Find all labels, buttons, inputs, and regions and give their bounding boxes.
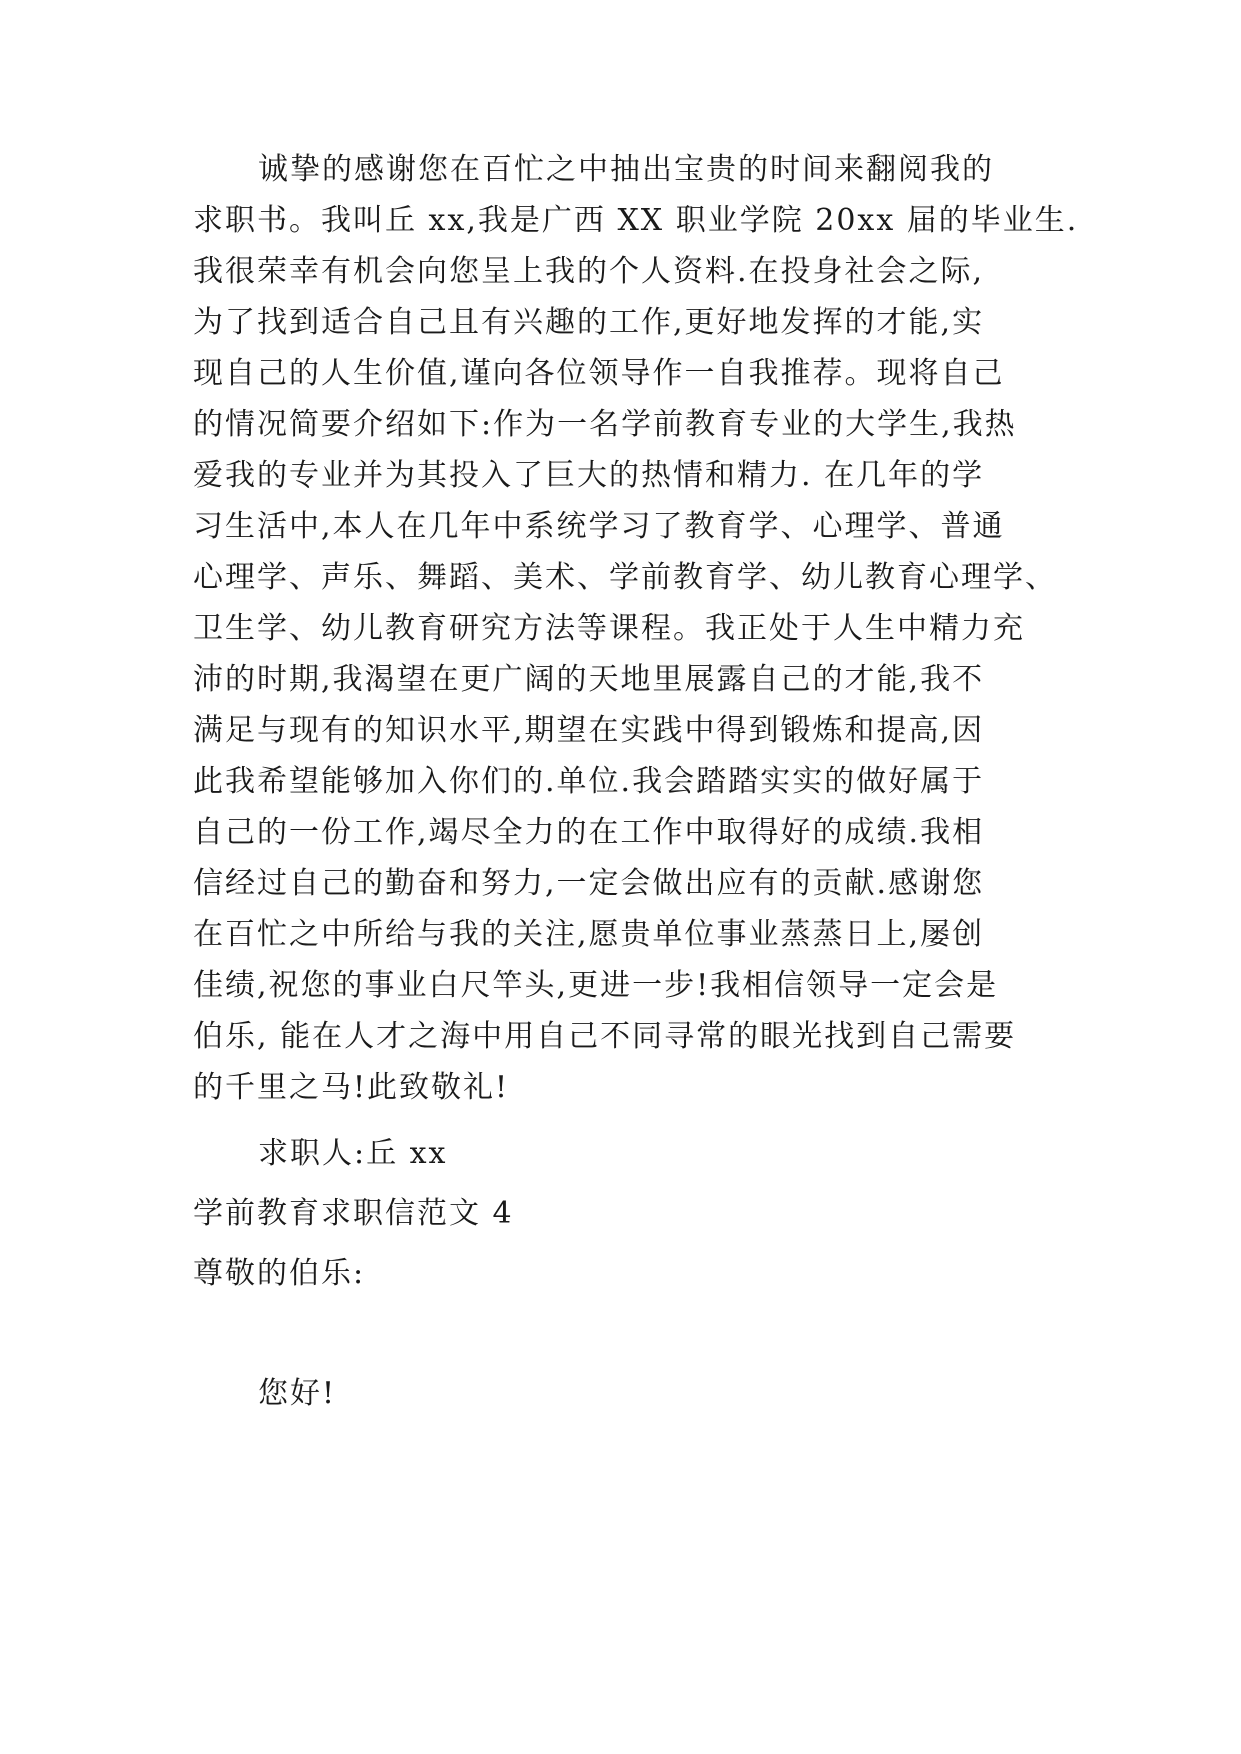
body-line-17: 佳绩,祝您的事业白尺竿头,更进一步!我相信领导一定会是 [193,968,999,1003]
body-line-2: 求职书。我叫丘 xx,我是广西 XX 职业学院 20xx 届的毕业生. [193,203,1079,238]
body-line-10: 卫生学、幼儿教育研究方法等课程。我正处于人生中精力充 [193,611,1025,646]
body-line-7: 爱我的专业并为其投入了巨大的热情和精力. 在几年的学 [193,458,985,493]
section-title: 学前教育求职信范文 4 [193,1196,514,1231]
signature: 求职人:丘 xx [258,1136,448,1171]
greeting: 您好! [258,1376,337,1411]
body-line-5: 现自己的人生价值,谨向各位领导作一自我推荐。现将自己 [193,356,1005,391]
body-line-3: 我很荣幸有机会向您呈上我的个人资料.在投身社会之际, [193,254,985,289]
body-line-13: 此我希望能够加入你们的.单位.我会踏踏实实的做好属于 [193,764,985,799]
body-line-12: 满足与现有的知识水平,期望在实践中得到锻炼和提高,因 [193,713,985,748]
body-line-9: 心理学、声乐、舞蹈、美术、学前教育学、幼儿教育心理学、 [193,560,1057,595]
body-line-11: 沛的时期,我渴望在更广阔的天地里展露自己的才能,我不 [193,662,985,697]
body-line-4: 为了找到适合自己且有兴趣的工作,更好地发挥的才能,实 [193,305,985,340]
body-line-8: 习生活中,本人在几年中系统学习了教育学、心理学、普通 [193,509,1005,544]
body-line-1: 诚挚的感谢您在百忙之中抽出宝贵的时间来翻阅我的 [258,152,994,187]
salutation: 尊敬的伯乐: [193,1256,366,1291]
body-line-18: 伯乐, 能在人才之海中用自己不同寻常的眼光找到自己需要 [193,1019,1017,1054]
body-line-6: 的情况简要介绍如下:作为一名学前教育专业的大学生,我热 [193,407,1017,442]
body-line-16: 在百忙之中所给与我的关注,愿贵单位事业蒸蒸日上,屡创 [193,917,985,952]
body-line-14: 自己的一份工作,竭尽全力的在工作中取得好的成绩.我相 [193,815,985,850]
body-line-19: 的千里之马!此致敬礼! [193,1070,510,1105]
body-line-15: 信经过自己的勤奋和努力,一定会做出应有的贡献.感谢您 [193,866,985,901]
